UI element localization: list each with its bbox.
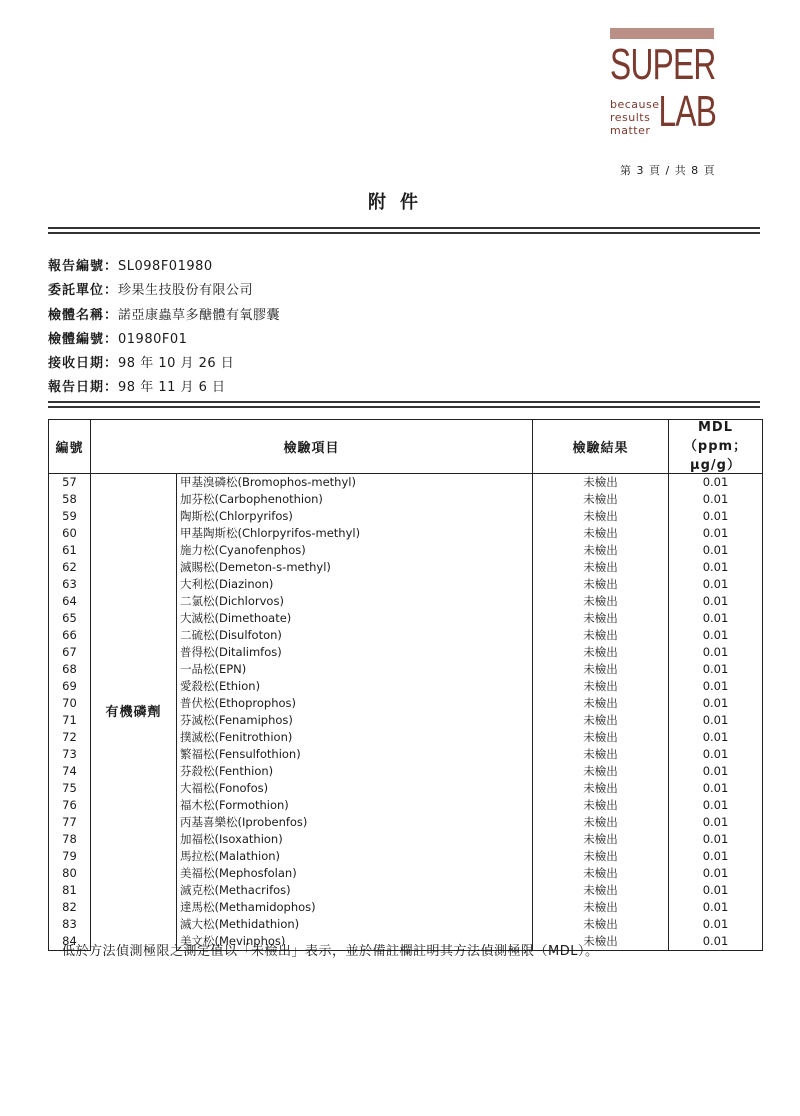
row-result: 未檢出 xyxy=(533,763,669,780)
row-item: 丙基喜樂松(Iprobenfos) xyxy=(177,814,533,831)
row-mdl: 0.01 xyxy=(669,882,763,899)
report-number-value: SL098F01980 xyxy=(118,259,213,274)
row-mdl: 0.01 xyxy=(669,712,763,729)
row-mdl: 0.01 xyxy=(669,780,763,797)
divider-top xyxy=(48,227,760,234)
row-result: 未檢出 xyxy=(533,712,669,729)
row-item: 普伏松(Ethoprophos) xyxy=(177,695,533,712)
row-mdl: 0.01 xyxy=(669,933,763,951)
row-item: 繁福松(Fensulfothion) xyxy=(177,746,533,763)
row-number: 78 xyxy=(49,831,91,848)
logo-tagline xyxy=(610,98,660,137)
report-number-label: 報告編號： xyxy=(48,259,119,274)
row-mdl: 0.01 xyxy=(669,763,763,780)
header-item: 檢驗項目 xyxy=(91,420,533,474)
row-result: 未檢出 xyxy=(533,882,669,899)
row-mdl: 0.01 xyxy=(669,474,763,492)
row-result: 未檢出 xyxy=(533,678,669,695)
divider-bottom xyxy=(48,401,760,408)
row-result: 未檢出 xyxy=(533,746,669,763)
row-number: 74 xyxy=(49,763,91,780)
row-number: 60 xyxy=(49,525,91,542)
row-mdl: 0.01 xyxy=(669,576,763,593)
row-mdl: 0.01 xyxy=(669,627,763,644)
row-number: 66 xyxy=(49,627,91,644)
row-item: 滅大松(Methidathion) xyxy=(177,916,533,933)
header-no: 編號 xyxy=(49,420,91,474)
row-number: 75 xyxy=(49,780,91,797)
row-mdl: 0.01 xyxy=(669,678,763,695)
received-date-value: 98 年 10 月 26 日 xyxy=(118,356,235,371)
client xyxy=(48,279,253,298)
row-item: 一品松(EPN) xyxy=(177,661,533,678)
client-label: 委託單位： xyxy=(48,283,119,298)
row-mdl: 0.01 xyxy=(669,593,763,610)
header-mdl: MDL（ppm；μg/g） xyxy=(669,420,763,474)
logo-tagline-line: because xyxy=(610,98,660,111)
sample-number xyxy=(48,328,187,347)
row-result: 未檢出 xyxy=(533,644,669,661)
row-number: 83 xyxy=(49,916,91,933)
row-result: 未檢出 xyxy=(533,610,669,627)
row-item: 陶斯松(Chlorpyrifos) xyxy=(177,508,533,525)
row-number: 72 xyxy=(49,729,91,746)
results-table xyxy=(48,419,763,951)
row-item: 撲滅松(Fenitrothion) xyxy=(177,729,533,746)
row-item: 甲基陶斯松(Chlorpyrifos-methyl) xyxy=(177,525,533,542)
row-mdl: 0.01 xyxy=(669,814,763,831)
logo-tagline-line: matter xyxy=(610,124,651,137)
row-result: 未檢出 xyxy=(533,593,669,610)
row-item: 芬殺松(Fenthion) xyxy=(177,763,533,780)
row-mdl: 0.01 xyxy=(669,644,763,661)
row-mdl: 0.01 xyxy=(669,559,763,576)
row-item: 福木松(Formothion) xyxy=(177,797,533,814)
row-result: 未檢出 xyxy=(533,525,669,542)
row-result: 未檢出 xyxy=(533,542,669,559)
row-number: 76 xyxy=(49,797,91,814)
row-result: 未檢出 xyxy=(533,797,669,814)
page-title: 附件 xyxy=(368,192,432,213)
row-item: 美文松(Mevinphos) xyxy=(177,933,533,951)
row-result: 未檢出 xyxy=(533,916,669,933)
row-result: 未檢出 xyxy=(533,780,669,797)
row-result: 未檢出 xyxy=(533,576,669,593)
row-result: 未檢出 xyxy=(533,848,669,865)
row-result: 未檢出 xyxy=(533,695,669,712)
row-mdl: 0.01 xyxy=(669,848,763,865)
client-value: 珍果生技股份有限公司 xyxy=(118,283,254,298)
row-result: 未檢出 xyxy=(533,933,669,951)
row-number: 57 xyxy=(49,474,91,492)
row-mdl: 0.01 xyxy=(669,797,763,814)
row-mdl: 0.01 xyxy=(669,695,763,712)
report-date-value: 98 年 11 月 6 日 xyxy=(118,380,226,395)
row-mdl: 0.01 xyxy=(669,525,763,542)
row-result: 未檢出 xyxy=(533,508,669,525)
row-item: 大福松(Fonofos) xyxy=(177,780,533,797)
row-mdl: 0.01 xyxy=(669,661,763,678)
row-number: 63 xyxy=(49,576,91,593)
row-number: 71 xyxy=(49,712,91,729)
row-item: 滅賜松(Demeton-s-methyl) xyxy=(177,559,533,576)
row-number: 59 xyxy=(49,508,91,525)
row-result: 未檢出 xyxy=(533,814,669,831)
row-item: 甲基溴磷松(Bromophos-methyl) xyxy=(177,474,533,492)
row-number: 62 xyxy=(49,559,91,576)
table-row xyxy=(49,474,763,492)
row-number: 73 xyxy=(49,746,91,763)
row-item: 芬滅松(Fenamiphos) xyxy=(177,712,533,729)
row-result: 未檢出 xyxy=(533,661,669,678)
row-item: 施力松(Cyanofenphos) xyxy=(177,542,533,559)
header-result: 檢驗結果 xyxy=(533,420,669,474)
row-number: 82 xyxy=(49,899,91,916)
sample-name-label: 檢體名稱： xyxy=(48,308,119,323)
row-result: 未檢出 xyxy=(533,491,669,508)
row-result: 未檢出 xyxy=(533,865,669,882)
report-date xyxy=(48,376,226,395)
page-indicator: 第 3 頁 / 共 8 頁 xyxy=(620,164,716,177)
logo-brand-bottom: LAB xyxy=(658,87,716,136)
row-item: 二氯松(Dichlorvos) xyxy=(177,593,533,610)
row-mdl: 0.01 xyxy=(669,865,763,882)
row-number: 70 xyxy=(49,695,91,712)
logo-brand-top: SUPER xyxy=(610,40,716,89)
row-result: 未檢出 xyxy=(533,831,669,848)
row-mdl: 0.01 xyxy=(669,729,763,746)
row-item: 愛殺松(Ethion) xyxy=(177,678,533,695)
category-cell: 有機磷劑 xyxy=(91,474,177,951)
row-mdl: 0.01 xyxy=(669,542,763,559)
sample-name xyxy=(48,304,280,323)
table-header-row xyxy=(49,420,763,474)
row-item: 加福松(Isoxathion) xyxy=(177,831,533,848)
row-result: 未檢出 xyxy=(533,627,669,644)
row-number: 65 xyxy=(49,610,91,627)
row-number: 80 xyxy=(49,865,91,882)
row-item: 滅克松(Methacrifos) xyxy=(177,882,533,899)
report-date-label: 報告日期： xyxy=(48,380,119,395)
row-result: 未檢出 xyxy=(533,729,669,746)
row-number: 61 xyxy=(49,542,91,559)
row-item: 馬拉松(Malathion) xyxy=(177,848,533,865)
row-number: 84 xyxy=(49,933,91,951)
row-number: 67 xyxy=(49,644,91,661)
row-result: 未檢出 xyxy=(533,899,669,916)
row-mdl: 0.01 xyxy=(669,508,763,525)
row-mdl: 0.01 xyxy=(669,831,763,848)
report-number xyxy=(48,255,213,274)
row-item: 大滅松(Dimethoate) xyxy=(177,610,533,627)
sample-name-value: 諾亞康蟲草多醣體有氧膠囊 xyxy=(118,308,281,323)
logo-tagline-line: results xyxy=(610,111,651,124)
row-item: 大利松(Diazinon) xyxy=(177,576,533,593)
row-number: 79 xyxy=(49,848,91,865)
row-number: 81 xyxy=(49,882,91,899)
logo-bar xyxy=(610,28,714,39)
row-mdl: 0.01 xyxy=(669,746,763,763)
row-mdl: 0.01 xyxy=(669,899,763,916)
row-number: 58 xyxy=(49,491,91,508)
row-number: 64 xyxy=(49,593,91,610)
row-number: 77 xyxy=(49,814,91,831)
row-item: 美福松(Mephosfolan) xyxy=(177,865,533,882)
sample-number-label: 檢體編號： xyxy=(48,332,119,347)
superlab-logo xyxy=(608,26,716,144)
row-item: 達馬松(Methamidophos) xyxy=(177,899,533,916)
row-mdl: 0.01 xyxy=(669,491,763,508)
received-date xyxy=(48,352,234,371)
row-mdl: 0.01 xyxy=(669,610,763,627)
footnote: 低於方法偵測極限之測定值以「未檢出」表示，並於備註欄註明其方法偵測極限（MDL）。 xyxy=(62,944,599,959)
sample-number-value: 01980F01 xyxy=(118,332,188,347)
row-result: 未檢出 xyxy=(533,559,669,576)
received-date-label: 接收日期： xyxy=(48,356,119,371)
row-item: 二硫松(Disulfoton) xyxy=(177,627,533,644)
row-item: 加芬松(Carbophenothion) xyxy=(177,491,533,508)
row-number: 69 xyxy=(49,678,91,695)
row-number: 68 xyxy=(49,661,91,678)
row-mdl: 0.01 xyxy=(669,916,763,933)
row-item: 普得松(Ditalimfos) xyxy=(177,644,533,661)
row-result: 未檢出 xyxy=(533,474,669,492)
